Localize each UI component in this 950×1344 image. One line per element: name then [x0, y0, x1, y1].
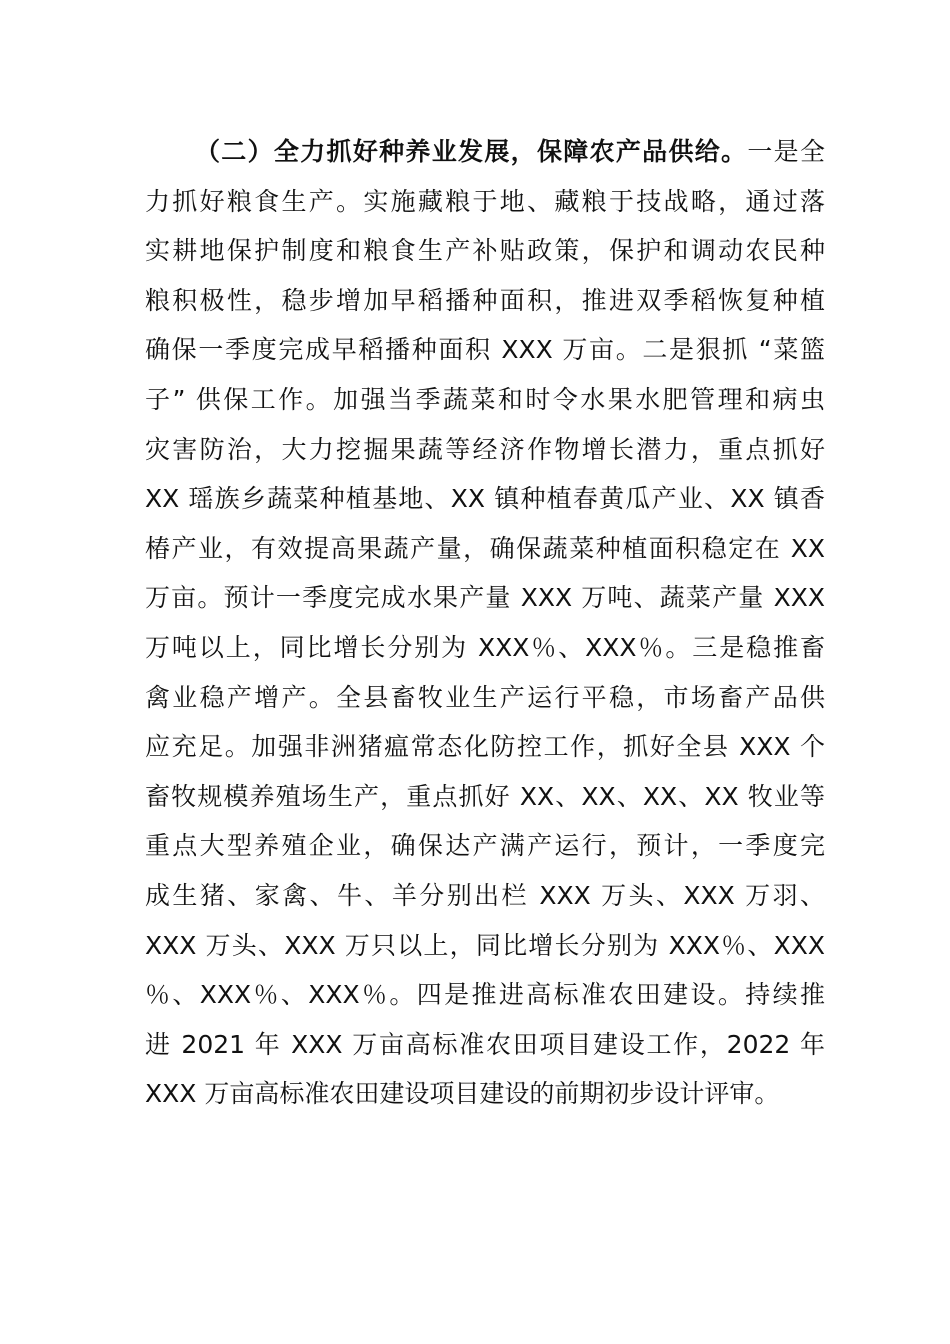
paragraph-line: 子” 供保工作。加强当季蔬菜和时令水果水肥管理和病虫: [145, 384, 825, 414]
paragraph-line: 实耕地保护制度和粮食生产补贴政策，保护和调动农民种: [145, 236, 825, 266]
paragraph-line: 畜牧规模养殖场生产，重点抓好 XX、XX、XX、XX 牧业等: [145, 781, 825, 811]
paragraph-line: 力抓好粮食生产。实施藏粮于地、藏粮于技战略，通过落: [145, 186, 825, 216]
paragraph-line: 重点大型养殖企业，确保达产满产运行，预计，一季度完: [145, 831, 825, 861]
paragraph-line: XXX 万头、XXX 万只以上，同比增长分别为 XXX％、XXX: [145, 930, 825, 960]
paragraph-line: 应充足。加强非洲猪瘟常态化防控工作，抓好全县 XXX 个: [145, 732, 825, 762]
paragraph-line: 进 2021 年 XXX 万亩高标准农田项目建设工作，2022 年: [145, 1029, 825, 1059]
paragraph-line: 灾害防治，大力挖掘果蔬等经济作物增长潜力，重点抓好: [145, 434, 825, 464]
paragraph-line: ％、XXX％、XXX％。四是推进高标准农田建设。持续推: [145, 980, 825, 1010]
paragraph-line: 椿产业，有效提高果蔬产量，确保蔬菜种植面积稳定在 XX: [145, 533, 825, 563]
body-paragraph: [145, 127, 825, 1119]
paragraph-line: XX 瑶族乡蔬菜种植基地、XX 镇种植春黄瓜产业、XX 镇香: [145, 484, 825, 514]
paragraph-line: 成生猪、家禽、牛、羊分别出栏 XXX 万头、XXX 万羽、: [145, 880, 825, 910]
paragraph-line: 万亩。预计一季度完成水果产量 XXX 万吨、蔬菜产量 XXX: [145, 583, 825, 613]
paragraph-line: 确保一季度完成早稻播种面积 XXX 万亩。二是狠抓 “菜篮: [145, 335, 825, 365]
section-heading: （二）全力抓好种养业发展，保障农产品供给。: [195, 137, 748, 166]
paragraph-line: 万吨以上，同比增长分别为 XXX％、XXX％。三是稳推畜: [145, 632, 825, 662]
paragraph-line: 禽业稳产增产。全县畜牧业生产运行平稳，市场畜产品供: [145, 682, 825, 712]
paragraph-text: 一是全: [747, 137, 825, 166]
paragraph-line: XXX 万亩高标准农田建设项目建设的前期初步设计评审。: [145, 1079, 780, 1109]
paragraph-line: 粮积极性，稳步增加早稻播种面积，推进双季稻恢复种植: [145, 285, 825, 315]
paragraph-line: [145, 127, 825, 177]
